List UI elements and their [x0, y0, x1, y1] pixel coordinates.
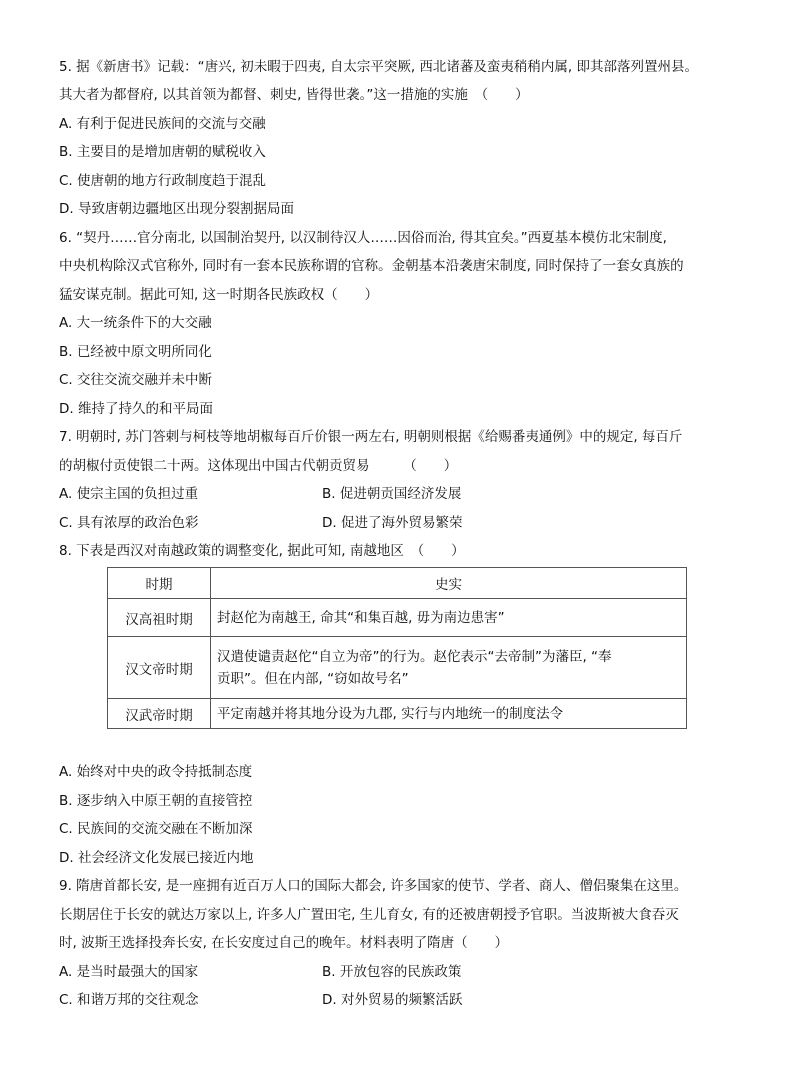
q7-option-b: B. 促进朝贡国经济发展 — [322, 486, 462, 502]
policy-table — [107, 567, 687, 729]
q6-stem-line-3: 猛安谋克制。据此可知, 这一时期各民族政权（ ） — [59, 287, 379, 303]
q9-option-a: A. 是当时最强大的国家 — [59, 964, 199, 980]
q8-option-a: A. 始终对中央的政令持抵制态度 — [59, 764, 253, 780]
q7-option-c: C. 具有浓厚的政治色彩 — [59, 515, 199, 531]
q9-stem-line-3: 时, 波斯王选择投奔长安, 在长安度过自己的晚年。材料表明了隋唐（ ） — [59, 935, 509, 951]
q8-option-b: B. 逐步纳入中原王朝的直接管控 — [59, 793, 253, 809]
table-cell-period: 汉文帝时期 — [108, 637, 211, 699]
table-cell-fact-line-2: 贡职”。但在内部, “窃如故号名” — [217, 670, 409, 687]
q9-stem-line-1: 9. 隋唐首都长安, 是一座拥有近百万人口的国际大都会, 许多国家的使节、学者、商人、僧侣聚集在这里。 — [59, 878, 688, 894]
q5-option-b: B. 主要目的是增加唐朝的赋税收入 — [59, 144, 266, 160]
q9-option-c: C. 和谐万邦的交往观念 — [59, 992, 199, 1008]
table-header-period: 时期 — [108, 568, 211, 599]
q8-option-d: D. 社会经济文化发展已接近内地 — [59, 850, 254, 866]
q6-stem-line-1: 6. “契丹……官分南北, 以国制治契丹, 以汉制待汉人……因俗而治, 得其宜矣。”西夏基本模仿北宋制度, — [59, 230, 667, 246]
table-cell-fact-line-1: 汉遣使谴责赵佗“自立为帝”的行为。赵佗表示“去帝制”为藩臣, “奉 — [217, 648, 612, 665]
q8-option-c: C. 民族间的交流交融在不断加深 — [59, 821, 253, 837]
q6-option-c: C. 交往交流交融并未中断 — [59, 372, 213, 388]
table-row — [108, 599, 687, 637]
q9-stem-line-2: 长期居住于长安的就达万家以上, 许多人广置田宅, 生儿育女, 有的还被唐朝授予官职。当波斯被大食吞灭 — [59, 907, 679, 923]
q5-stem-line-2: 其大者为都督府, 以其首领为都督、刺史, 皆得世袭。”这一措施的实施 （ ） — [59, 87, 529, 103]
q5-option-c: C. 使唐朝的地方行政制度趋于混乱 — [59, 173, 267, 189]
q5-stem-line-1: 5. 据《新唐书》记载：“唐兴, 初未暇于四夷, 自太宗平突厥, 西北诸蕃及蛮夷稍稍内属, 即其部落列置州县。 — [59, 59, 698, 75]
q9-option-d: D. 对外贸易的频繁活跃 — [322, 992, 463, 1008]
table-header-fact: 史实 — [211, 568, 687, 599]
table-row — [108, 637, 687, 699]
q5-option-d: D. 导致唐朝边疆地区出现分裂割据局面 — [59, 201, 294, 217]
q7-stem-line-2: 的胡椒付贡使银二十两。这体现出中国古代朝贡贸易 （ ） — [59, 458, 458, 474]
q9-option-b: B. 开放包容的民族政策 — [322, 964, 462, 980]
q6-option-b: B. 已经被中原文明所同化 — [59, 344, 212, 360]
table-cell-period: 汉武帝时期 — [108, 699, 211, 729]
q7-option-a: A. 使宗主国的负担过重 — [59, 486, 199, 502]
q6-option-a: A. 大一统条件下的大交融 — [59, 315, 212, 331]
table-header-row — [108, 568, 687, 599]
q7-option-d: D. 促进了海外贸易繁荣 — [322, 515, 463, 531]
table-row — [108, 699, 687, 729]
q7-stem-line-1: 7. 明朝时, 苏门答剌与柯枝等地胡椒每百斤价银一两左右, 明朝则根据《给赐番夷通例》中的规定, 每百斤 — [59, 429, 683, 445]
table-cell-fact — [211, 637, 687, 699]
q6-option-d: D. 维持了持久的和平局面 — [59, 401, 213, 417]
table-cell-period: 汉高祖时期 — [108, 599, 211, 637]
table-cell-fact: 平定南越并将其地分设为九郡, 实行与内地统一的制度法令 — [211, 699, 687, 729]
table-cell-fact: 封赵佗为南越王, 命其“和集百越, 毋为南边患害” — [211, 599, 687, 637]
q5-option-a: A. 有利于促进民族间的交流与交融 — [59, 116, 266, 132]
q6-stem-line-2: 中央机构除汉式官称外, 同时有一套本民族称谓的官称。金朝基本沿袭唐宋制度, 同时保持了一套女真族的 — [59, 258, 684, 274]
q8-stem: 8. 下表是西汉对南越政策的调整变化, 据此可知, 南越地区 （ ） — [59, 543, 465, 559]
